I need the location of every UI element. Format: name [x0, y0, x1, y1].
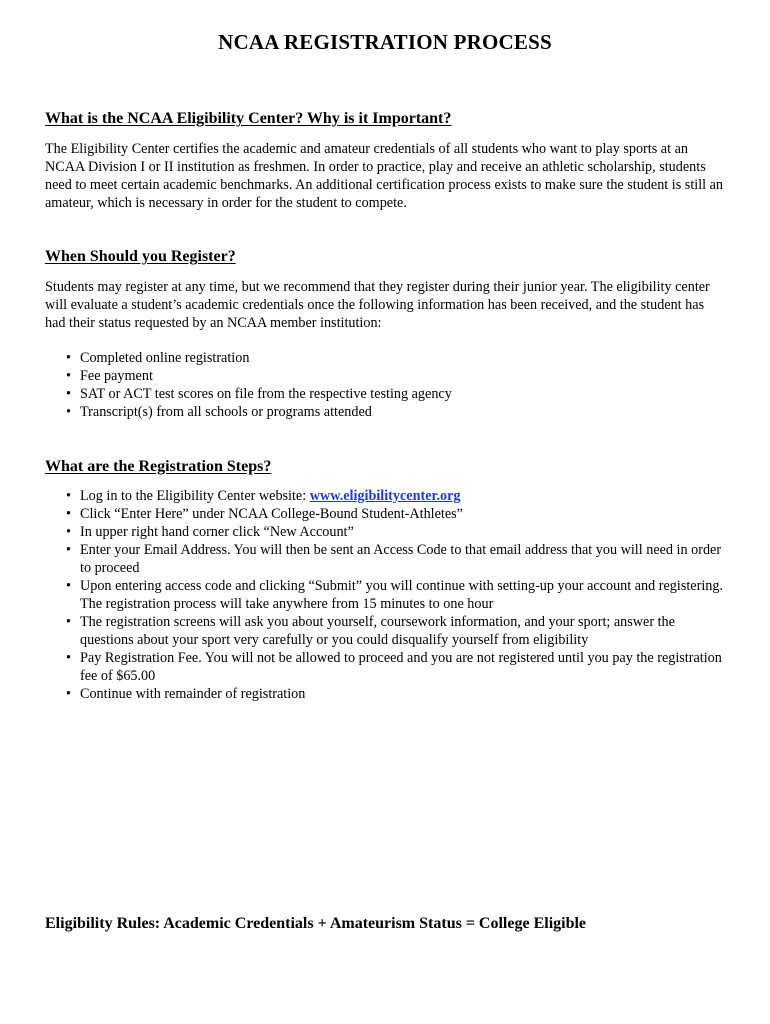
- registration-steps-list: [66, 487, 726, 703]
- section-heading-when-register: When Should you Register?: [45, 248, 236, 265]
- list-item: • Enter your Email Address. You will then be sent an Access Code to that email address that you will need in order to proceed: [66, 541, 726, 577]
- requirements-list: [66, 349, 726, 421]
- list-item: • Pay Registration Fee. You will not be allowed to proceed and you are not registered until you pay the registration fee of $65.00: [66, 649, 726, 685]
- list-item: • Fee payment: [66, 367, 726, 385]
- list-item: • Upon entering access code and clicking “Submit” you will continue with setting-up your account and registering. The registration process will take anywhere from 15 minutes to one hour: [66, 577, 726, 613]
- list-item: • Click “Enter Here” under NCAA College-Bound Student-Athletes”: [66, 505, 726, 523]
- list-item: • In upper right hand corner click “New Account”: [66, 523, 726, 541]
- section-heading-registration-steps: What are the Registration Steps?: [45, 458, 272, 475]
- list-item: • Completed online registration: [66, 349, 726, 367]
- section-paragraph-eligibility-center: The Eligibility Center certifies the academic and amateur credentials of all students who want to play sports at an NCAA Division I or II institution as freshmen. In order to practice, play and receive an athletic scholarship, students need to meet certain academic benchmarks. An additional certification process exists to make sure the student is still an amateur, which is necessary in order for the student to compete.: [45, 141, 724, 211]
- eligibility-rules-footer: Eligibility Rules: Academic Credentials + Amateurism Status = College Eligible: [45, 915, 587, 932]
- list-item: • Transcript(s) from all schools or programs attended: [66, 403, 726, 421]
- list-item: • Continue with remainder of registration: [66, 685, 726, 703]
- list-item: • The registration screens will ask you about yourself, coursework information, and your sport; answer the questions about your sport very carefully or you could disqualify yourself from eligibility: [66, 613, 726, 649]
- step-text: Log in to the Eligibility Center website:: [80, 488, 310, 504]
- section-heading-eligibility-center: What is the NCAA Eligibility Center? Why is it Important?: [45, 110, 452, 127]
- page-title: NCAA REGISTRATION PROCESS: [218, 30, 552, 54]
- list-item: • SAT or ACT test scores on file from the respective testing agency: [66, 385, 726, 403]
- section-paragraph-when-register: Students may register at any time, but we recommend that they register during their junior year. The eligibility center will evaluate a student’s academic credentials once the following information has been received, and the student has had their status requested by an NCAA member institution:: [45, 279, 710, 331]
- list-item: [66, 487, 726, 505]
- eligibility-center-link[interactable]: www.eligibilitycenter.org: [309, 488, 461, 504]
